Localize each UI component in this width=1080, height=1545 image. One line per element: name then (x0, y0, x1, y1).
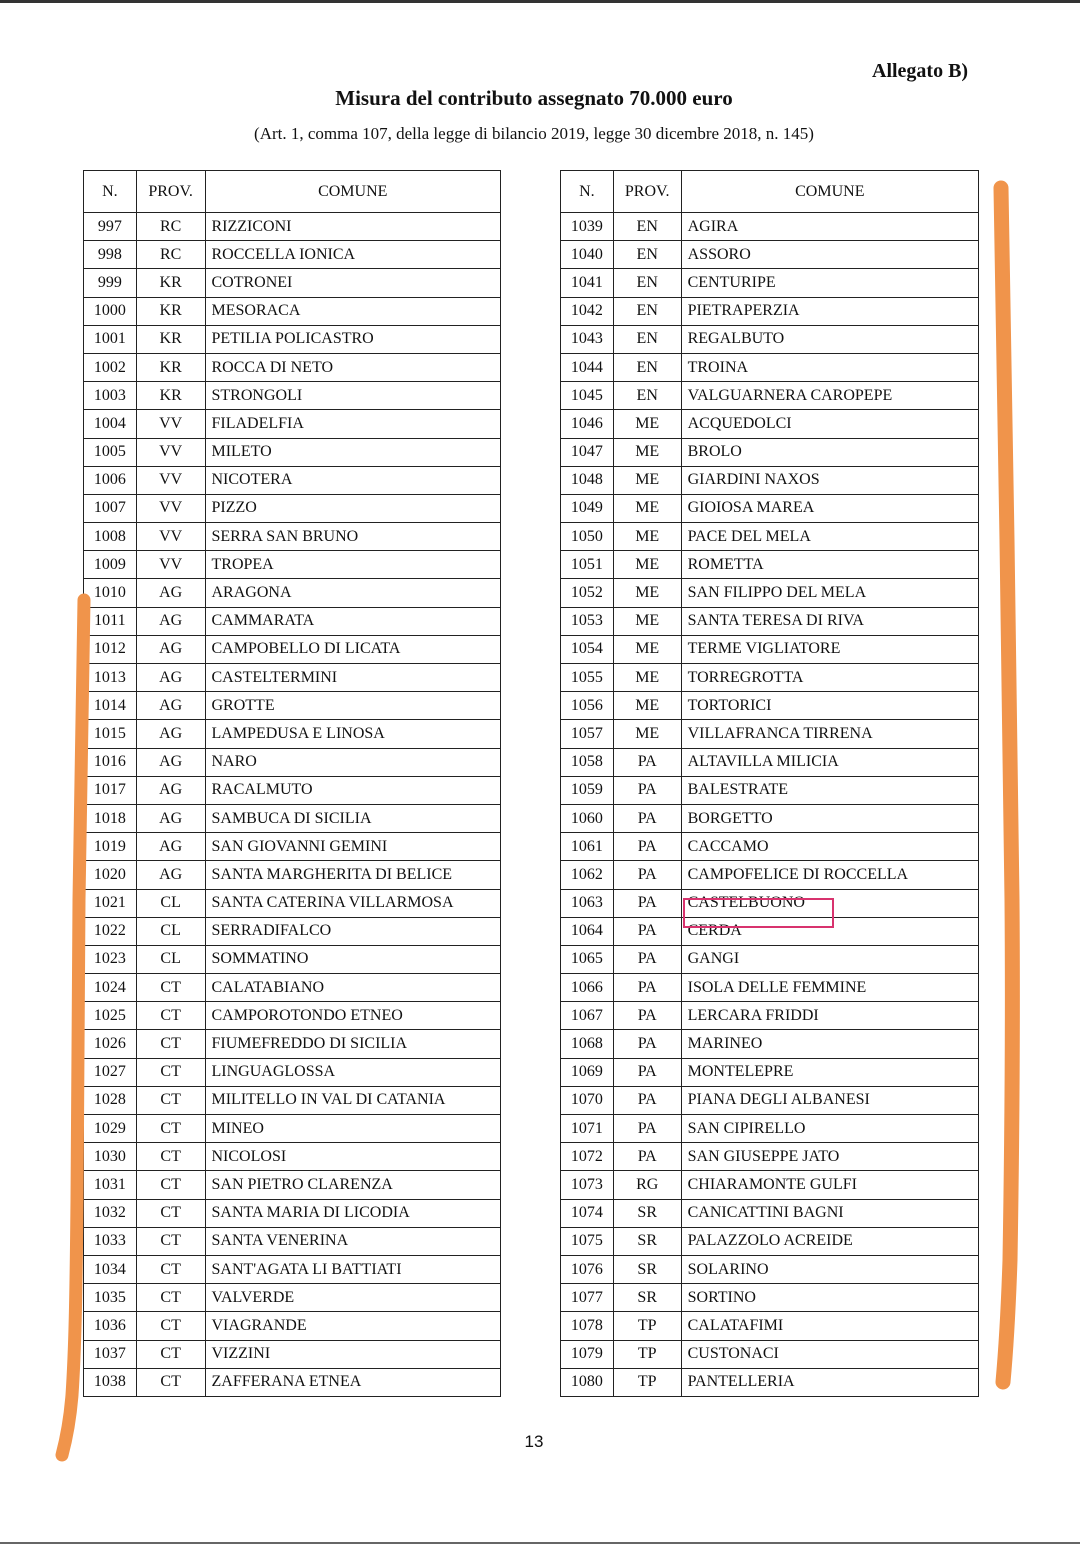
cell-province: CL (136, 945, 205, 973)
cell-number: 1068 (561, 1030, 614, 1058)
cell-number: 1053 (561, 607, 614, 635)
cell-comune: MARINEO (681, 1030, 978, 1058)
cell-comune: CALATABIANO (205, 974, 501, 1002)
cell-comune: CANICATTINI BAGNI (681, 1199, 978, 1227)
cell-comune: SANTA VENERINA (205, 1227, 501, 1255)
cell-province: PA (613, 974, 681, 1002)
cell-comune: LINGUAGLOSSA (205, 1058, 501, 1086)
cell-comune: SERRA SAN BRUNO (205, 523, 501, 551)
cell-number: 1061 (561, 833, 614, 861)
cell-comune: PIZZO (205, 494, 501, 522)
cell-comune: MILITELLO IN VAL DI CATANIA (205, 1086, 501, 1114)
cell-number: 1017 (84, 776, 137, 804)
cell-province: KR (136, 325, 205, 353)
cell-number: 1049 (561, 494, 614, 522)
cell-comune: SAMBUCA DI SICILIA (205, 804, 501, 832)
cell-province: AG (136, 804, 205, 832)
cell-comune: MESORACA (205, 297, 501, 325)
cell-comune: SANTA MARGHERITA DI BELICE (205, 861, 501, 889)
cell-province: PA (613, 804, 681, 832)
cell-comune: PIETRAPERZIA (681, 297, 978, 325)
cell-number: 1018 (84, 804, 137, 832)
cell-province: CT (136, 1086, 205, 1114)
cell-province: RG (613, 1171, 681, 1199)
cell-number: 1060 (561, 804, 614, 832)
cell-province: ME (613, 410, 681, 438)
cell-comune: TORTORICI (681, 692, 978, 720)
cell-comune: COTRONEI (205, 269, 501, 297)
cell-province: SR (613, 1227, 681, 1255)
cell-province: RC (136, 213, 205, 241)
cell-number: 1011 (84, 607, 137, 635)
cell-comune: RIZZICONI (205, 213, 501, 241)
cell-comune: PETILIA POLICASTRO (205, 325, 501, 353)
cell-number: 1079 (561, 1340, 614, 1368)
cell-number: 1001 (84, 325, 137, 353)
cell-comune: MINEO (205, 1115, 501, 1143)
cell-province: EN (613, 325, 681, 353)
cell-province: ME (613, 438, 681, 466)
cell-province: AG (136, 776, 205, 804)
cell-number: 1070 (561, 1086, 614, 1114)
cell-province: PA (613, 945, 681, 973)
cell-number: 1012 (84, 635, 137, 663)
cell-number: 1071 (561, 1115, 614, 1143)
page-subtitle: (Art. 1, comma 107, della legge di bilancio 2019, legge 30 dicembre 2018, n. 145) (254, 124, 814, 143)
cell-province: EN (613, 241, 681, 269)
cell-comune: CAMMARATA (205, 607, 501, 635)
cell-comune: TROPEA (205, 551, 501, 579)
column-header-comune: COMUNE (681, 171, 978, 213)
cell-number: 1033 (84, 1227, 137, 1255)
cell-province: TP (613, 1340, 681, 1368)
cell-comune: SAN PIETRO CLARENZA (205, 1171, 501, 1199)
cell-comune: PACE DEL MELA (681, 523, 978, 551)
cell-province: CT (136, 1368, 205, 1396)
cell-comune: PIANA DEGLI ALBANESI (681, 1086, 978, 1114)
cell-number: 1014 (84, 692, 137, 720)
cell-number: 1052 (561, 579, 614, 607)
cell-comune: CERDA (681, 917, 978, 945)
cell-province: KR (136, 269, 205, 297)
cell-number: 1043 (561, 325, 614, 353)
cell-province: TP (613, 1312, 681, 1340)
cell-number: 998 (84, 241, 137, 269)
cell-comune: SERRADIFALCO (205, 917, 501, 945)
cell-province: EN (613, 213, 681, 241)
cell-number: 1008 (84, 523, 137, 551)
cell-number: 1073 (561, 1171, 614, 1199)
cell-comune: NICOLOSI (205, 1143, 501, 1171)
cell-number: 1028 (84, 1086, 137, 1114)
cell-number: 1010 (84, 579, 137, 607)
cell-comune: REGALBUTO (681, 325, 978, 353)
cell-comune: GIOIOSA MAREA (681, 494, 978, 522)
cell-number: 1023 (84, 945, 137, 973)
cell-number: 1054 (561, 635, 614, 663)
cell-number: 1069 (561, 1058, 614, 1086)
cell-number: 1048 (561, 466, 614, 494)
cell-number: 1056 (561, 692, 614, 720)
cell-comune: GANGI (681, 945, 978, 973)
cell-province: ME (613, 466, 681, 494)
cell-province: ME (613, 579, 681, 607)
page-title: Misura del contributo assegnato 70.000 euro (335, 86, 733, 110)
cell-comune: FIUMEFREDDO DI SICILIA (205, 1030, 501, 1058)
cell-comune: VALVERDE (205, 1284, 501, 1312)
cell-province: KR (136, 297, 205, 325)
annex-label: Allegato B) (872, 60, 969, 82)
cell-comune: ROMETTA (681, 551, 978, 579)
cell-province: CT (136, 1284, 205, 1312)
cell-number: 1031 (84, 1171, 137, 1199)
cell-province: AG (136, 635, 205, 663)
cell-comune: LAMPEDUSA E LINOSA (205, 720, 501, 748)
cell-province: ME (613, 523, 681, 551)
cell-comune: LERCARA FRIDDI (681, 1002, 978, 1030)
cell-number: 1016 (84, 748, 137, 776)
cell-province: PA (613, 1115, 681, 1143)
cell-province: CT (136, 1255, 205, 1283)
cell-province: PA (613, 776, 681, 804)
cell-comune: TORREGROTTA (681, 664, 978, 692)
cell-province: VV (136, 523, 205, 551)
cell-comune: NARO (205, 748, 501, 776)
cell-province: CT (136, 1143, 205, 1171)
cell-number: 1045 (561, 382, 614, 410)
cell-province: EN (613, 382, 681, 410)
cell-comune: ROCCELLA IONICA (205, 241, 501, 269)
column-header-province: PROV. (613, 171, 681, 213)
cell-comune: FILADELFIA (205, 410, 501, 438)
cell-province: CL (136, 917, 205, 945)
cell-comune: NICOTERA (205, 466, 501, 494)
cell-province: SR (613, 1199, 681, 1227)
cell-province: ME (613, 720, 681, 748)
cell-province: CL (136, 889, 205, 917)
cell-province: CT (136, 1340, 205, 1368)
cell-province: PA (613, 1058, 681, 1086)
cell-comune: BORGETTO (681, 804, 978, 832)
column-header-number: N. (84, 171, 137, 213)
cell-number: 1026 (84, 1030, 137, 1058)
cell-province: RC (136, 241, 205, 269)
cell-province: SR (613, 1284, 681, 1312)
cell-province: VV (136, 494, 205, 522)
cell-number: 1067 (561, 1002, 614, 1030)
cell-comune: SAN GIOVANNI GEMINI (205, 833, 501, 861)
cell-province: EN (613, 269, 681, 297)
cell-number: 1080 (561, 1368, 614, 1396)
cell-number: 1004 (84, 410, 137, 438)
cell-number: 1046 (561, 410, 614, 438)
cell-comune: ISOLA DELLE FEMMINE (681, 974, 978, 1002)
cell-province: PA (613, 1002, 681, 1030)
cell-province: AG (136, 579, 205, 607)
cell-comune: VIZZINI (205, 1340, 501, 1368)
cell-number: 1063 (561, 889, 614, 917)
cell-province: AG (136, 692, 205, 720)
cell-province: ME (613, 494, 681, 522)
cell-number: 1075 (561, 1227, 614, 1255)
column-header-comune: COMUNE (205, 171, 501, 213)
cell-comune: TROINA (681, 353, 978, 381)
cell-province: CT (136, 1227, 205, 1255)
cell-comune: RACALMUTO (205, 776, 501, 804)
cell-number: 1022 (84, 917, 137, 945)
cell-comune: MONTELEPRE (681, 1058, 978, 1086)
cell-comune: AGIRA (681, 213, 978, 241)
cell-number: 1076 (561, 1255, 614, 1283)
cell-number: 1030 (84, 1143, 137, 1171)
cell-province: PA (613, 861, 681, 889)
cell-number: 1044 (561, 353, 614, 381)
cell-province: AG (136, 748, 205, 776)
cell-comune: CENTURIPE (681, 269, 978, 297)
cell-comune: SANTA CATERINA VILLARMOSA (205, 889, 501, 917)
cell-number: 1019 (84, 833, 137, 861)
cell-comune: SOLARINO (681, 1255, 978, 1283)
cell-comune: PALAZZOLO ACREIDE (681, 1227, 978, 1255)
cell-comune: SAN GIUSEPPE JATO (681, 1143, 978, 1171)
cell-comune: CACCAMO (681, 833, 978, 861)
cell-province: PA (613, 833, 681, 861)
cell-comune: CALATAFIMI (681, 1312, 978, 1340)
cell-province: ME (613, 607, 681, 635)
cell-number: 1036 (84, 1312, 137, 1340)
cell-number: 1032 (84, 1199, 137, 1227)
cell-number: 1002 (84, 353, 137, 381)
cell-number: 1013 (84, 664, 137, 692)
cell-number: 1078 (561, 1312, 614, 1340)
cell-province: PA (613, 748, 681, 776)
cell-number: 1062 (561, 861, 614, 889)
cell-province: VV (136, 551, 205, 579)
cell-comune: BALESTRATE (681, 776, 978, 804)
cell-comune: ZAFFERANA ETNEA (205, 1368, 501, 1396)
cell-province: ME (613, 635, 681, 663)
cell-province: PA (613, 1030, 681, 1058)
cell-number: 1006 (84, 466, 137, 494)
cell-number: 1074 (561, 1199, 614, 1227)
cell-number: 999 (84, 269, 137, 297)
cell-comune: SANTA TERESA DI RIVA (681, 607, 978, 635)
cell-comune: ACQUEDOLCI (681, 410, 978, 438)
cell-number: 1059 (561, 776, 614, 804)
cell-province: PA (613, 1143, 681, 1171)
cell-province: PA (613, 917, 681, 945)
cell-province: VV (136, 410, 205, 438)
cell-number: 1034 (84, 1255, 137, 1283)
cell-number: 1015 (84, 720, 137, 748)
cell-province: CT (136, 974, 205, 1002)
cell-province: ME (613, 551, 681, 579)
cell-comune: CAMPOBELLO DI LICATA (205, 635, 501, 663)
cell-province: AG (136, 833, 205, 861)
cell-comune: ALTAVILLA MILICIA (681, 748, 978, 776)
cell-comune: CASTELBUONO (681, 889, 978, 917)
cell-province: AG (136, 607, 205, 635)
cell-province: CT (136, 1030, 205, 1058)
cell-province: CT (136, 1199, 205, 1227)
cell-comune: CAMPOFELICE DI ROCCELLA (681, 861, 978, 889)
cell-province: TP (613, 1368, 681, 1396)
cell-number: 1007 (84, 494, 137, 522)
cell-comune: PANTELLERIA (681, 1368, 978, 1396)
cell-province: AG (136, 861, 205, 889)
cell-number: 1025 (84, 1002, 137, 1030)
cell-number: 1039 (561, 213, 614, 241)
cell-comune: GIARDINI NAXOS (681, 466, 978, 494)
cell-province: VV (136, 466, 205, 494)
cell-number: 1035 (84, 1284, 137, 1312)
cell-province: CT (136, 1058, 205, 1086)
cell-number: 1020 (84, 861, 137, 889)
cell-province: AG (136, 720, 205, 748)
cell-comune: TERME VIGLIATORE (681, 635, 978, 663)
cell-number: 1051 (561, 551, 614, 579)
cell-number: 1038 (84, 1368, 137, 1396)
cell-province: ME (613, 692, 681, 720)
cell-comune: SAN FILIPPO DEL MELA (681, 579, 978, 607)
cell-comune: SORTINO (681, 1284, 978, 1312)
cell-comune: SOMMATINO (205, 945, 501, 973)
cell-number: 1005 (84, 438, 137, 466)
cell-number: 997 (84, 213, 137, 241)
cell-comune: VILLAFRANCA TIRRENA (681, 720, 978, 748)
cell-number: 1000 (84, 297, 137, 325)
bottom-border (0, 1542, 1080, 1544)
cell-comune: STRONGOLI (205, 382, 501, 410)
cell-number: 1037 (84, 1340, 137, 1368)
cell-number: 1058 (561, 748, 614, 776)
cell-province: PA (613, 1086, 681, 1114)
cell-comune: CASTELTERMINI (205, 664, 501, 692)
cell-number: 1047 (561, 438, 614, 466)
cell-number: 1072 (561, 1143, 614, 1171)
cell-number: 1027 (84, 1058, 137, 1086)
cell-comune: CUSTONACI (681, 1340, 978, 1368)
cell-comune: VIAGRANDE (205, 1312, 501, 1340)
page-number: 13 (524, 1432, 544, 1451)
cell-number: 1064 (561, 917, 614, 945)
cell-comune: ASSORO (681, 241, 978, 269)
cell-province: EN (613, 353, 681, 381)
cell-comune: SANT'AGATA LI BATTIATI (205, 1255, 501, 1283)
cell-comune: SAN CIPIRELLO (681, 1115, 978, 1143)
cell-number: 1003 (84, 382, 137, 410)
cell-province: CT (136, 1312, 205, 1340)
cell-province: KR (136, 382, 205, 410)
cell-comune: VALGUARNERA CAROPEPE (681, 382, 978, 410)
cell-number: 1024 (84, 974, 137, 1002)
cell-province: VV (136, 438, 205, 466)
cell-province: SR (613, 1255, 681, 1283)
cell-province: AG (136, 664, 205, 692)
cell-province: CT (136, 1002, 205, 1030)
left-orange-marker-stroke (62, 600, 84, 1455)
column-header-number: N. (561, 171, 614, 213)
cell-number: 1042 (561, 297, 614, 325)
cell-comune: ROCCA DI NETO (205, 353, 501, 381)
right-orange-marker-stroke (1001, 188, 1012, 1382)
cell-number: 1077 (561, 1284, 614, 1312)
cell-number: 1041 (561, 269, 614, 297)
cell-comune: SANTA MARIA DI LICODIA (205, 1199, 501, 1227)
cell-number: 1050 (561, 523, 614, 551)
cell-number: 1009 (84, 551, 137, 579)
cell-province: PA (613, 889, 681, 917)
column-header-province: PROV. (136, 171, 205, 213)
cell-number: 1057 (561, 720, 614, 748)
cell-province: KR (136, 353, 205, 381)
cell-comune: ARAGONA (205, 579, 501, 607)
cell-comune: MILETO (205, 438, 501, 466)
cell-number: 1040 (561, 241, 614, 269)
cell-province: CT (136, 1115, 205, 1143)
cell-province: EN (613, 297, 681, 325)
cell-province: ME (613, 664, 681, 692)
cell-number: 1029 (84, 1115, 137, 1143)
cell-number: 1065 (561, 945, 614, 973)
cell-comune: CAMPOROTONDO ETNEO (205, 1002, 501, 1030)
cell-comune: BROLO (681, 438, 978, 466)
cell-province: CT (136, 1171, 205, 1199)
cell-comune: GROTTE (205, 692, 501, 720)
cell-number: 1055 (561, 664, 614, 692)
cell-number: 1066 (561, 974, 614, 1002)
cell-comune: CHIARAMONTE GULFI (681, 1171, 978, 1199)
cell-number: 1021 (84, 889, 137, 917)
